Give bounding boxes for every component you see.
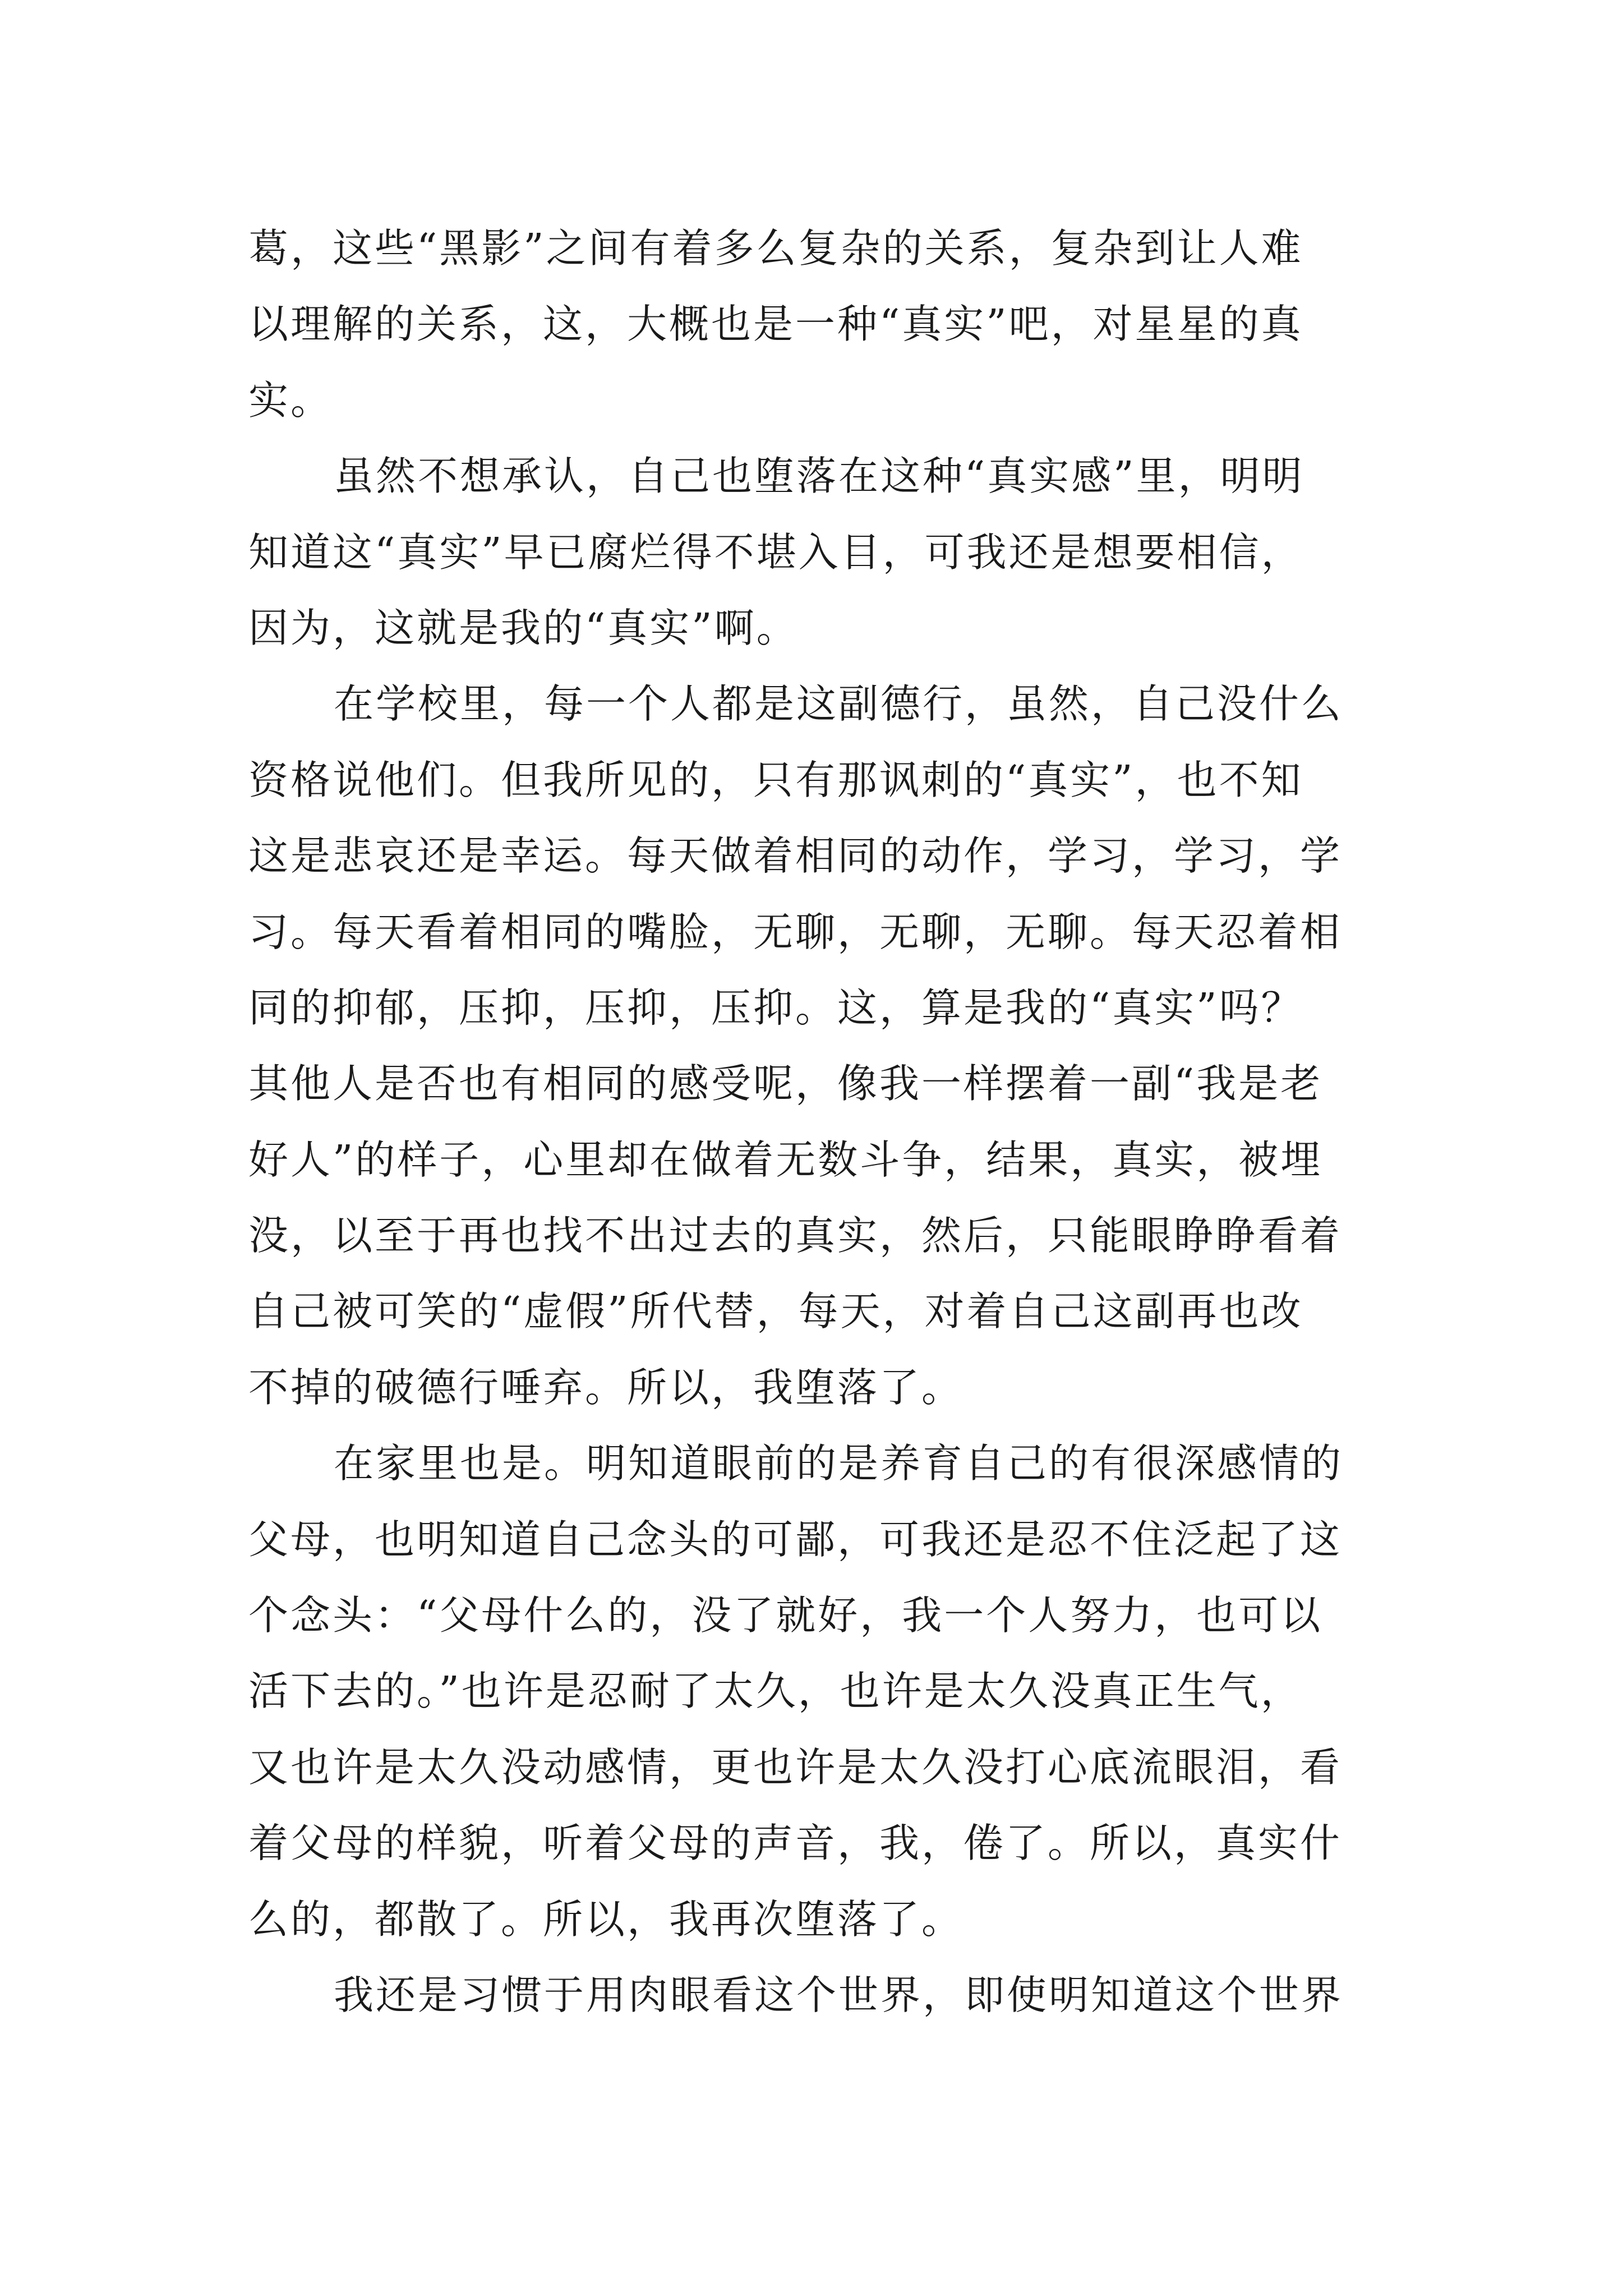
text-line: 没，以至于再也找不出过去的真实，然后，只能眼睁睁看着 [248, 1212, 1343, 1259]
text-line: 其他人是否也有相同的感受呢，像我一样摆着一副“我是老 [248, 1060, 1323, 1107]
text-line: 我还是习惯于用肉眼看这个世界，即使明知道这个世界 [334, 1971, 1344, 2018]
text-line: 知道这“真实”早已腐烂得不堪入目，可我还是想要相信， [248, 528, 1303, 576]
text-line: 因为，这就是我的“真实”啊。 [248, 604, 799, 651]
text-line: 着父母的样貌，听着父母的声音，我，倦了。所以，真实什 [248, 1820, 1343, 1867]
text-line: 自己被可笑的“虚假”所代替，每天，对着自己这副再也改 [248, 1288, 1303, 1335]
text-line: 么的，都散了。所以，我再次堕落了。 [248, 1895, 964, 1943]
text-line: 活下去的。”也许是忍耐了太久，也许是太久没真正生气， [248, 1668, 1303, 1715]
text-line: 这是悲哀还是幸运。每天做着相同的动作，学习，学习，学 [248, 832, 1343, 880]
text-line: 以理解的关系，这，大概也是一种“真实”吧，对星星的真 [248, 301, 1303, 348]
paragraph [248, 666, 1384, 1425]
text-line: 习。每天看着相同的嘴脸，无聊，无聊，无聊。每天忍着相 [248, 908, 1343, 955]
body-text [248, 210, 1384, 2033]
paragraph [248, 210, 1384, 438]
paragraph [248, 438, 1384, 666]
text-line: 实。 [248, 376, 333, 424]
text-line: 又也许是太久没动感情，更也许是太久没打心底流眼泪，看 [248, 1743, 1343, 1791]
text-line: 父母，也明知道自己念头的可鄙，可我还是忍不住泛起了这 [248, 1516, 1343, 1563]
text-line: 好人”的样子，心里却在做着无数斗争，结果，真实，被埋 [248, 1136, 1323, 1183]
paragraph [248, 1425, 1384, 1957]
paragraph [248, 1957, 1384, 2033]
text-line: 不掉的破德行唾弃。所以，我堕落了。 [248, 1364, 964, 1411]
text-line: 个念头：“父母什么的，没了就好，我一个人努力，也可以 [248, 1592, 1323, 1639]
text-line: 同的抑郁，压抑，压抑，压抑。这，算是我的“真实”吗？ [248, 984, 1303, 1031]
text-line: 在学校里，每一个人都是这副德行，虽然，自己没什么 [334, 680, 1344, 728]
text-line: 在家里也是。明知道眼前的是养育自己的有很深感情的 [334, 1440, 1344, 1487]
text-line: 虽然不想承认，自己也堕落在这种“真实感”里，明明 [334, 453, 1304, 500]
text-line: 资格说他们。但我所见的，只有那讽刺的“真实”，也不知 [248, 756, 1303, 803]
text-line: 葛，这些“黑影”之间有着多么复杂的关系，复杂到让人难 [248, 225, 1303, 272]
